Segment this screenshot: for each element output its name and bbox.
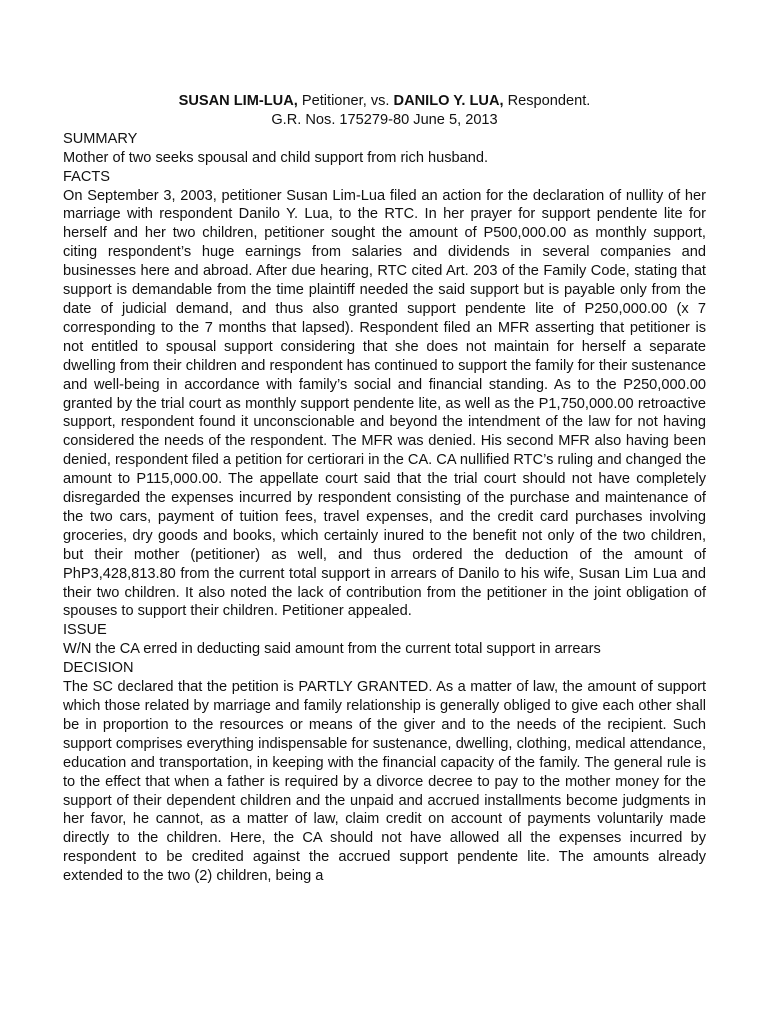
summary-heading: SUMMARY — [63, 130, 138, 147]
summary-text: Mother of two seeks spousal and child support from rich husband. — [63, 149, 489, 166]
case-title — [63, 92, 706, 111]
gr-number-line: G.R. Nos. 175279-80 June 5, 2013 — [271, 111, 498, 128]
facts-heading: FACTS — [63, 168, 111, 185]
decision-text: The SC declared that the petition is PARTLY GRANTED. As a matter of law, the amount of support which those related by marriage and family relationship is generally obliged to give each other shall be in proportion to the resources or means of the giver and to the needs of the recipient. Such support comprises everything indispensable for sustenance, dwelling, clothing, medical attendance, education and transportation, in keeping with the financial capacity of the family. The general rule is to the effect that when a father is required by a divorce decree to pay to the mother money for the support of their dependent children and the unpaid and accrued installments become judgments in her favor, he cannot, as a matter of law, claim credit on account of payments voluntarily made directly to the children. Here, the CA should not have allowed all the expenses incurred by respondent to be credited against the accrued support pendente lite. The amounts already extended to the two (2) children, being a — [63, 679, 706, 885]
respondent-name: DANILO Y. LUA, — [393, 93, 504, 109]
petitioner-role: Petitioner, vs. — [297, 93, 394, 109]
respondent-role: Respondent. — [503, 93, 591, 109]
petitioner-name: SUSAN LIM-LUA, — [178, 93, 298, 109]
issue-heading: ISSUE — [63, 622, 107, 639]
issue-text: W/N the CA erred in deducting said amount from the current total support in arrears — [63, 641, 601, 658]
decision-heading: DECISION — [63, 660, 134, 677]
facts-text: On September 3, 2003, petitioner Susan Lim-Lua filed an action for the declaration of nullity of her marriage with respondent Danilo Y. Lua, to the RTC. In her prayer for support pendente lite for herself and her two children, petitioner sought the amount of P500,000.00 as monthly support, citing respondent’s huge earnings from salaries and dividends in several companies and businesses here and abroad. After due hearing, RTC cited Art. 203 of the Family Code, stating that support is demandable from the time plaintiff needed the said support but is payable only from the date of judicial demand, and thus also granted support pendente lite of P250,000.00 (x 7 corresponding to the 7 months that lapsed). Respondent filed an MFR asserting that petitioner is not entitled to spousal support considering that she does not maintain for herself a separate dwelling from their children and respondent has continued to support the family for their sustenance and well-being in accordance with family’s social and financial standing. As to the P250,000.00 granted by the trial court as monthly support pendente lite, as well as the P1,750,000.00 retroactive support, respondent found it unconscionable and beyond the intendment of the law for not having considered the needs of the respondent. The MFR was denied. His second MFR also having been denied, respondent filed a petition for certiorari in the CA. CA nullified RTC’s ruling and changed the amount to P115,000.00. The appellate court said that the trial court should not have completely disregarded the expenses incurred by respondent consisting of the purchase and maintenance of the two cars, payment of tuition fees, travel expenses, and the credit card purchases involving groceries, dry goods and books, which certainly inured to the benefit not only of the two children, but their mother (petitioner) as well, and thus ordered the deduction of the amount of PhP3,428,813.80 from the current total support in arrears of Danilo to his wife, Susan Lim Lua and their two children. It also noted the lack of contribution from the petitioner in the joint obligation of spouses to support their children. Petitioner appealed. — [63, 187, 706, 620]
document-page — [63, 92, 706, 886]
